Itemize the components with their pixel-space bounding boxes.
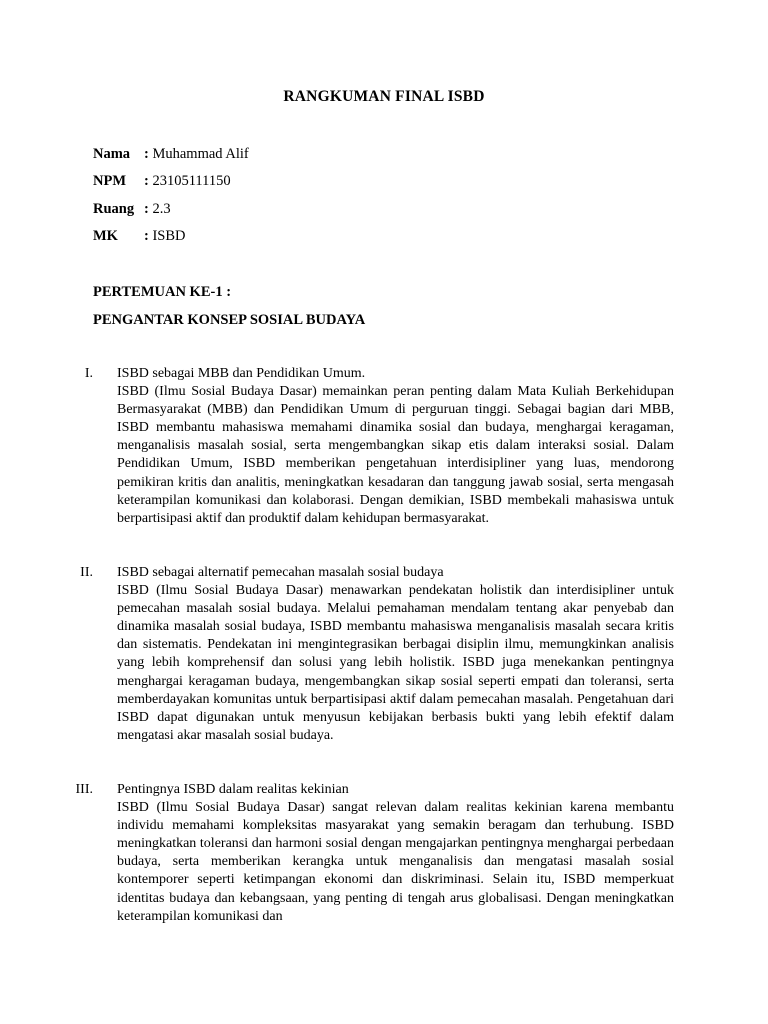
meeting-heading: PERTEMUAN KE-1 : xyxy=(93,284,232,300)
section-heading: ISBD sebagai MBB dan Pendidikan Umum. xyxy=(117,366,366,381)
info-value: 2.3 xyxy=(152,200,171,217)
section-heading: ISBD sebagai alternatif pemecahan masalah sosial budaya xyxy=(117,565,444,580)
info-label: Nama xyxy=(93,146,131,162)
section-body: ISBD (Ilmu Sosial Budaya Dasar) menawarkan pendekatan holistik dan interdisipliner untuk pemecahan masalah sosial budaya. Melalui pemahaman mendalam tentang akar penyebab dan dinamika masalah sosial budaya, ISBD membantu mahasiswa menganalisis masalah secara kritis dan sistematis. Pendekatan ini mengintegrasikan berbagai disiplin ilmu, memungkinkan analisis yang lebih komprehensif dan solusi yang lebih holistik. ISBD juga menekankan pentingnya menghargai keragaman budaya, mengembangkan sikap sosial seperti empati dan toleransi, serta memberdayakan komunitas untuk berpartisipasi aktif dalam pemecahan masalah. Pengetahuan dari ISBD dapat digunakan untuk menyusun kebijakan berbasis bukti yang lebih efektif dalam mengatasi akar masalah sosial budaya. xyxy=(117,583,674,743)
section-numeral: I. xyxy=(84,366,93,381)
info-row-npm xyxy=(93,172,249,199)
section-numeral: II. xyxy=(80,565,93,580)
topic-heading: PENGANTAR KONSEP SOSIAL BUDAYA xyxy=(93,312,366,328)
info-value: Muhammad Alif xyxy=(152,146,249,162)
meeting-block xyxy=(93,283,365,329)
info-row-ruang xyxy=(93,200,249,227)
document-title: RANGKUMAN FINAL ISBD xyxy=(283,88,485,105)
student-info xyxy=(93,145,249,254)
info-colon: : xyxy=(144,173,149,190)
info-colon: : xyxy=(144,227,149,244)
info-row-nama xyxy=(93,145,249,172)
info-row-mk xyxy=(93,227,249,254)
info-label: MK xyxy=(93,227,118,244)
info-value: ISBD xyxy=(152,227,186,244)
info-value: 23105111150 xyxy=(152,173,231,190)
info-colon: : xyxy=(144,146,149,162)
section-body: ISBD (Ilmu Sosial Budaya Dasar) sangat relevan dalam realitas kekinian karena membantu individu memahami kompleksitas masyarakat yang semakin beragam dan terhubung. ISBD meningkatkan toleransi dan harmoni sosial dengan mengajarkan pentingnya menghargai perbedaan budaya, serta memberikan kerangka untuk menganalisis dan mengatasi masalah sosial kontemporer seperti ketimpangan ekonomi dan diskriminasi. Selain itu, ISBD memperkuat identitas budaya dan kebangsaan, yang penting di tengah arus globalisasi. Dengan meningkatkan keterampilan komunikasi dan xyxy=(117,800,674,924)
info-label: Ruang xyxy=(93,200,135,217)
info-colon: : xyxy=(144,200,149,217)
info-label: NPM xyxy=(93,173,127,190)
section-heading: Pentingnya ISBD dalam realitas kekinian xyxy=(117,782,349,797)
section-body: ISBD (Ilmu Sosial Budaya Dasar) memainkan peran penting dalam Mata Kuliah Berkehidupan Bermasyarakat (MBB) dan Pendidikan Umum di perguruan tinggi. Sebagai bagian dari MBB, ISBD membantu mahasiswa memahami dinamika sosial dan budaya, menghargai keragaman, menganalisis masalah sosial, serta mengembangkan sikap etis dalam interaksi sosial. Dalam Pendidikan Umum, ISBD memberikan pengetahuan interdisipliner yang luas, mendorong pemikiran kritis dan analitis, meningkatkan kesadaran dan tanggung jawab sosial, serta mengasah keterampilan komunikasi dan kolaborasi. Dengan demikian, ISBD membekali mahasiswa untuk berpartisipasi aktif dan produktif dalam kehidupan bermasyarakat. xyxy=(117,384,674,526)
section-numeral: III. xyxy=(75,782,93,797)
